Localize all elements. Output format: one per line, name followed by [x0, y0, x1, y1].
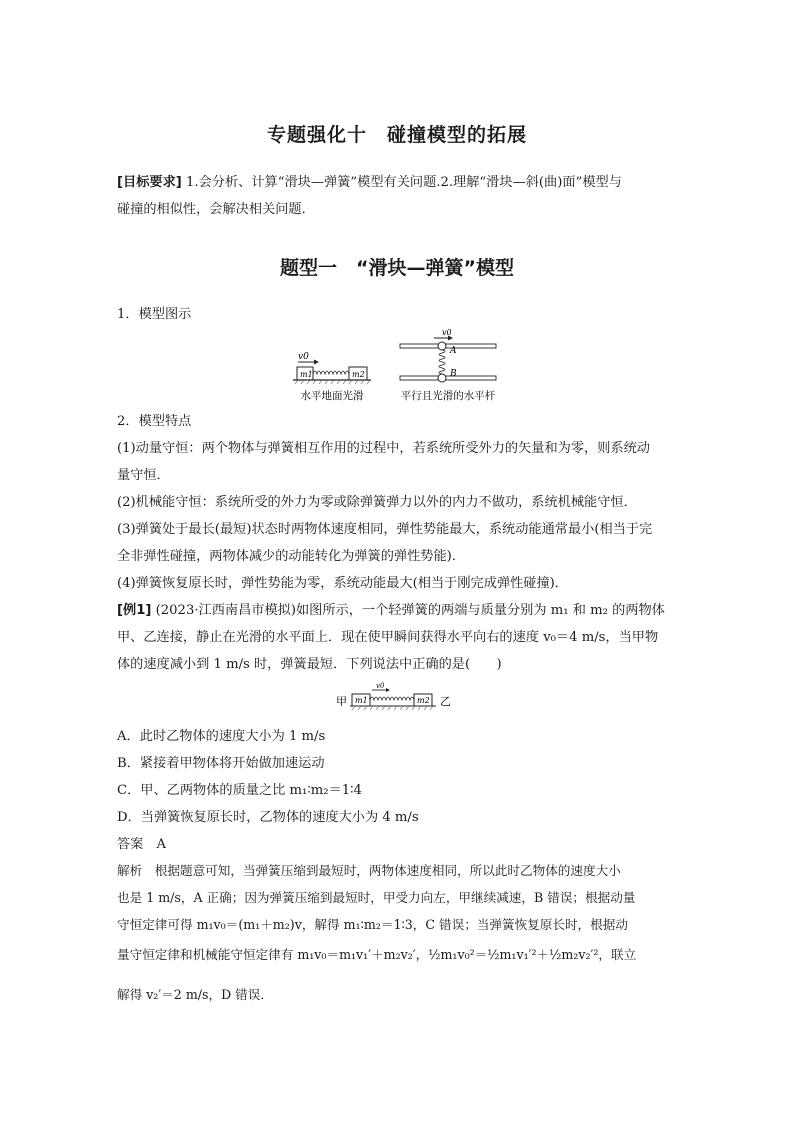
ground-hatch	[352, 706, 433, 710]
option-b: B．紧接着甲物体将开始做加速运动	[117, 756, 325, 771]
example-line2: 甲、乙连接，静止在光滑的水平面上．现在使甲瞬间获得水平向右的速度 v₀＝4 m/s，当甲物	[117, 630, 659, 645]
goal-text-line2: 碰撞的相似性，会解决相关问题．	[117, 202, 315, 217]
answer: 答案 A	[117, 837, 167, 852]
analysis-line: 守恒定律可得 m₁v₀＝(m₁＋m₂)v，解得 m₁∶m₂＝1∶3，C 错误；当弹簧恢复原长时，根据动	[117, 917, 628, 932]
block-m1-label: m1	[300, 370, 313, 379]
goal-text-line1: 1.会分析、计算“滑块—弹簧”模型有关问题.2.理解“滑块—斜(曲)面”模型与	[186, 175, 622, 190]
arrow-head-icon	[386, 688, 390, 692]
velocity-label: v0	[376, 682, 385, 690]
feature-line: (1)动量守恒：两个物体与弹簧相互作用的过程中，若系统所受外力的矢量和为零，则系统动	[117, 441, 650, 456]
model-figure-heading: 1．模型图示	[117, 307, 192, 322]
example-text: (2023·江西南昌市模拟)如图所示，一个轻弹簧的两端与质量分别为 m₁ 和 m₂ 的两物体	[155, 603, 665, 618]
goal-paragraph	[117, 169, 683, 223]
feature-line: (3)弹簧处于最长(最短)状态时两物体速度相同，弹性势能最大，系统动能通常最小(相当于完	[117, 522, 653, 537]
label-jia: 甲	[336, 695, 347, 708]
analysis-line: 量守恒定律和机械能守恒定律有 m₁v₀＝m₁v₁′＋m₂v₂′，½m₁v₀²＝½m₁v₁′²＋½m₂v₂′²，联立	[117, 947, 637, 962]
spring-icon	[370, 697, 414, 700]
feature-line: (2)机械能守恒：系统所受的外力为零或除弹簧弹力以外的内力不做功，系统机械能守恒．	[117, 495, 637, 510]
label-yi: 乙	[440, 695, 451, 708]
feature-line: (4)弹簧恢复原长时，弹性势能为零，系统动能最大(相当于刚完成弹性碰撞)．	[117, 576, 568, 591]
section-title: 题型一 “滑块—弹簧”模型	[280, 257, 514, 279]
spring-icon	[439, 350, 445, 374]
page-title: 专题强化十 碰撞模型的拓展	[266, 124, 527, 146]
analysis-line: 也是 1 m/s，A 正确；因为弹簧压缩到最短时，甲受力向左，甲继续减速，B 错误；根据动量	[117, 890, 636, 905]
label-b: B	[450, 369, 457, 379]
label-a: A	[450, 346, 457, 356]
ground-hatch	[295, 380, 370, 384]
example-label: [例1]	[117, 603, 152, 618]
option-a: A．此时乙物体的速度大小为 1 m/s	[117, 729, 326, 744]
example-line1	[117, 599, 687, 618]
analysis-line: 解得 v₂′＝2 m/s，D 错误．	[117, 987, 273, 1002]
block-m2-label: m2	[352, 370, 365, 379]
lower-rod	[400, 376, 496, 380]
features-heading: 2．模型特点	[117, 414, 192, 429]
velocity-label: v0	[442, 328, 452, 337]
velocity-label: v0	[298, 352, 309, 362]
example-figure	[332, 681, 464, 713]
figure-rod-model	[390, 326, 502, 404]
feature-line: 全非弹性碰撞，两物体减少的动能转化为弹簧的弹性势能)．	[117, 549, 466, 564]
example-line3: 体的速度减小到 1 m/s 时，弹簧最短．下列说法中正确的是( )	[117, 657, 502, 672]
ball-a	[438, 342, 446, 350]
upper-rod	[400, 344, 496, 348]
feature-line: 量守恒．	[117, 468, 170, 483]
option-d: D．当弹簧恢复原长时，乙物体的速度大小为 4 m/s	[117, 810, 419, 825]
figure-caption: 水平地面光滑	[300, 390, 364, 402]
figure-caption: 平行且光滑的水平杆	[400, 390, 496, 402]
figure-ground-model	[290, 348, 374, 404]
goal-label: [目标要求]	[117, 175, 182, 190]
block-m1-label: m1	[355, 696, 368, 705]
ball-b	[438, 374, 446, 382]
arrow-head-icon	[314, 360, 319, 365]
block-m2-label: m2	[417, 696, 430, 705]
analysis-line: 解析 根据题意可知，当弹簧压缩到最短时，两物体速度相同，所以此时乙物体的速度大小	[117, 863, 621, 878]
spring-icon	[313, 371, 349, 374]
option-c: C．甲、乙两物体的质量之比 m₁∶m₂＝1∶4	[117, 783, 362, 798]
